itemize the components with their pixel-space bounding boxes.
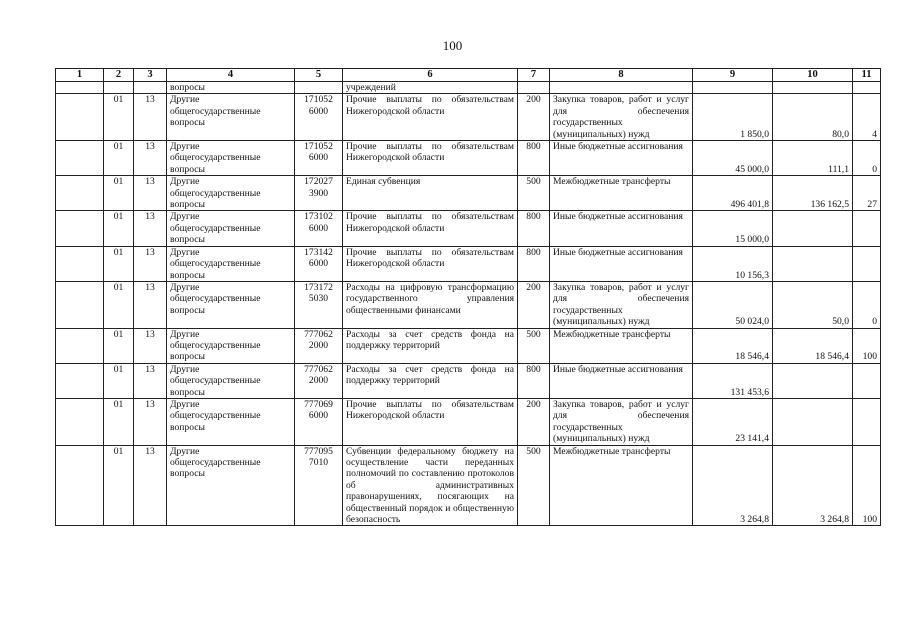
cell-subsection-name: Другие общегосударственные вопросы (167, 445, 295, 526)
cell-subsection-name: Другие общегосударственные вопросы (167, 363, 295, 398)
cell-plan: 18 546,4 (693, 328, 773, 363)
cell-subsection: 13 (134, 176, 167, 211)
column-header-8: 8 (550, 69, 693, 82)
cell-expense-type: 200 (518, 94, 550, 141)
cell-subsection-name: Другие общегосударственные вопросы (167, 246, 295, 281)
cell-expense-type: 500 (518, 445, 550, 526)
cell-section: 01 (104, 398, 134, 445)
cell-subsection: 13 (134, 363, 167, 398)
cell-subsection: 13 (134, 141, 167, 176)
cell-section: 01 (104, 94, 134, 141)
cell-subsection-name: Другие общегосударственные вопросы (167, 176, 295, 211)
target-code-part-1: 777095 (304, 445, 333, 457)
cell-expense-type-name: Закупка товаров, работ и услуг для обеспечения государственных (муниципальных) нужд (550, 94, 693, 141)
cell-target-code (295, 445, 343, 526)
table-row (56, 211, 881, 246)
column-header-9: 9 (693, 69, 773, 82)
target-code-part-2: 2000 (308, 375, 329, 387)
cell-target-name: Прочие выплаты по обязательствам Нижегородской области (343, 211, 518, 246)
cell-expense-type-name: Межбюджетные трансферты (550, 328, 693, 363)
target-code-part-1: 172027 (304, 176, 333, 188)
cell-expense-type-name: Иные бюджетные ассигнования (550, 246, 693, 281)
column-header-11: 11 (853, 69, 881, 82)
cell-plan: 496 401,8 (693, 176, 773, 211)
cell-c1 (56, 176, 104, 211)
cell-c1 (56, 281, 104, 328)
table-row (56, 246, 881, 281)
cell-subsection: 13 (134, 246, 167, 281)
cell-target-code (295, 281, 343, 328)
cell-section: 01 (104, 328, 134, 363)
cell-target-name: Прочие выплаты по обязательствам Нижегородской области (343, 398, 518, 445)
cell-expense-type: 800 (518, 141, 550, 176)
cell-subsection-name: Другие общегосударственные вопросы (167, 328, 295, 363)
cell-c1 (56, 363, 104, 398)
cell-c1 (56, 328, 104, 363)
header-row (56, 69, 881, 82)
cell-subsection-name: Другие общегосударственные вопросы (167, 94, 295, 141)
target-code-part-1: 173142 (304, 246, 333, 258)
cell-section: 01 (104, 445, 134, 526)
cell-plan: 131 453,6 (693, 363, 773, 398)
target-code-part-1: 173172 (304, 281, 333, 293)
target-code-part-1: 777062 (304, 363, 333, 375)
cell-percent (853, 246, 881, 281)
cell-c5 (295, 82, 343, 94)
cell-subsection: 13 (134, 445, 167, 526)
cell-executed (773, 398, 853, 445)
cell-executed (773, 363, 853, 398)
cell-target-code (295, 176, 343, 211)
cell-target-name: Расходы за счет средств фонда на поддержку территорий (343, 363, 518, 398)
cell-percent (853, 398, 881, 445)
cell-expense-type-name: Закупка товаров, работ и услуг для обеспечения государственных (муниципальных) нужд (550, 398, 693, 445)
cell-target-code (295, 246, 343, 281)
cell-subsection: 13 (134, 211, 167, 246)
column-header-7: 7 (518, 69, 550, 82)
page-number: 100 (442, 38, 463, 53)
cell-subsection: 13 (134, 398, 167, 445)
cell-percent: 100 (853, 445, 881, 526)
column-header-3: 3 (134, 69, 167, 82)
table-row (56, 445, 881, 526)
target-code-part-2: 5030 (308, 293, 329, 305)
target-code-part-1: 777062 (304, 328, 333, 340)
cell-target-name: Расходы за счет средств фонда на поддержку территорий (343, 328, 518, 363)
cell-target-code (295, 398, 343, 445)
cell-expense-type: 800 (518, 363, 550, 398)
cell-target-code (295, 328, 343, 363)
cell-plan: 1 850,0 (693, 94, 773, 141)
cell-executed: 18 546,4 (773, 328, 853, 363)
cell-percent: 100 (853, 328, 881, 363)
target-code-part-2: 6000 (308, 222, 329, 234)
cell-target-code (295, 94, 343, 141)
cell-target-name: Единая субвенция (343, 176, 518, 211)
cell-expense-type-name: Межбюджетные трансферты (550, 445, 693, 526)
cell-expense-type: 500 (518, 328, 550, 363)
cell-target-name: Прочие выплаты по обязательствам Нижегородской области (343, 246, 518, 281)
cell-executed: 80,0 (773, 94, 853, 141)
table-row (56, 94, 881, 141)
cell-section: 01 (104, 363, 134, 398)
target-code-part-2: 6000 (308, 152, 329, 164)
cell-c3 (134, 82, 167, 94)
cell-target-code (295, 141, 343, 176)
target-code-part-2: 3900 (308, 187, 329, 199)
table-row (56, 398, 881, 445)
cell-plan: 15 000,0 (693, 211, 773, 246)
cell-c1 (56, 82, 104, 94)
cell-executed (773, 246, 853, 281)
cell-section: 01 (104, 211, 134, 246)
cell-percent: 4 (853, 94, 881, 141)
cell-subsection: 13 (134, 94, 167, 141)
cell-percent: 27 (853, 176, 881, 211)
cell-expense-type-name: Закупка товаров, работ и услуг для обеспечения государственных (муниципальных) нужд (550, 281, 693, 328)
table-row (56, 281, 881, 328)
cell-c4: вопросы (167, 82, 295, 94)
cell-executed: 50,0 (773, 281, 853, 328)
cell-plan: 50 024,0 (693, 281, 773, 328)
cell-subsection-name: Другие общегосударственные вопросы (167, 141, 295, 176)
cell-percent: 0 (853, 281, 881, 328)
cell-subsection-name: Другие общегосударственные вопросы (167, 281, 295, 328)
column-header-5: 5 (295, 69, 343, 82)
cell-expense-type: 200 (518, 398, 550, 445)
cell-target-name: Расходы на цифровую трансформацию государственного управления общественными финансами (343, 281, 518, 328)
cell-percent (853, 363, 881, 398)
cell-expense-type-name: Иные бюджетные ассигнования (550, 211, 693, 246)
cell-c9 (693, 82, 773, 94)
cell-expense-type: 500 (518, 176, 550, 211)
cell-target-name: Субвенции федеральному бюджету на осуществление части переданных полномочий по составлению протоколов об административных правонарушениях, посягающих на общественный порядок и общественную безопасность (343, 445, 518, 526)
cell-c1 (56, 211, 104, 246)
cell-section: 01 (104, 246, 134, 281)
cell-c1 (56, 398, 104, 445)
cell-expense-type: 200 (518, 281, 550, 328)
table-row (56, 141, 881, 176)
cell-c1 (56, 94, 104, 141)
cell-subsection-name: Другие общегосударственные вопросы (167, 398, 295, 445)
target-code-part-1: 171052 (304, 141, 333, 153)
cell-executed: 111,1 (773, 141, 853, 176)
cell-expense-type: 800 (518, 246, 550, 281)
cell-c2 (104, 82, 134, 94)
target-code-part-2: 7010 (308, 457, 329, 468)
cell-c6: учреждений (343, 82, 518, 94)
cell-expense-type-name: Иные бюджетные ассигнования (550, 141, 693, 176)
cell-target-name: Прочие выплаты по обязательствам Нижегородской области (343, 94, 518, 141)
cell-c1 (56, 445, 104, 526)
cell-executed: 136 162,5 (773, 176, 853, 211)
column-header-2: 2 (104, 69, 134, 82)
cell-plan: 45 000,0 (693, 141, 773, 176)
continuation-row (56, 82, 881, 94)
target-code-part-1: 173102 (304, 211, 333, 223)
cell-section: 01 (104, 176, 134, 211)
cell-section: 01 (104, 141, 134, 176)
target-code-part-1: 171052 (304, 94, 333, 106)
column-header-10: 10 (773, 69, 853, 82)
cell-section: 01 (104, 281, 134, 328)
target-code-part-2: 6000 (308, 258, 329, 270)
column-header-1: 1 (56, 69, 104, 82)
cell-percent: 0 (853, 141, 881, 176)
cell-subsection: 13 (134, 281, 167, 328)
cell-percent (853, 211, 881, 246)
cell-c7 (518, 82, 550, 94)
target-code-part-2: 6000 (308, 410, 329, 422)
cell-plan: 3 264,8 (693, 445, 773, 526)
cell-subsection-name: Другие общегосударственные вопросы (167, 211, 295, 246)
cell-executed: 3 264,8 (773, 445, 853, 526)
target-code-part-2: 2000 (308, 339, 329, 351)
cell-target-code (295, 363, 343, 398)
cell-expense-type: 800 (518, 211, 550, 246)
cell-c11 (853, 82, 881, 94)
cell-expense-type-name: Межбюджетные трансферты (550, 176, 693, 211)
cell-c8 (550, 82, 693, 94)
cell-target-code (295, 211, 343, 246)
cell-executed (773, 211, 853, 246)
cell-c1 (56, 246, 104, 281)
target-code-part-1: 777069 (304, 398, 333, 410)
cell-plan: 23 141,4 (693, 398, 773, 445)
column-header-6: 6 (343, 69, 518, 82)
table-row (56, 328, 881, 363)
cell-expense-type-name: Иные бюджетные ассигнования (550, 363, 693, 398)
target-code-part-2: 6000 (308, 105, 329, 117)
cell-target-name: Прочие выплаты по обязательствам Нижегородской области (343, 141, 518, 176)
budget-table (55, 68, 881, 526)
cell-subsection: 13 (134, 328, 167, 363)
table-row (56, 363, 881, 398)
cell-c10 (773, 82, 853, 94)
column-header-4: 4 (167, 69, 295, 82)
table-row (56, 176, 881, 211)
cell-plan: 10 156,3 (693, 246, 773, 281)
cell-c1 (56, 141, 104, 176)
